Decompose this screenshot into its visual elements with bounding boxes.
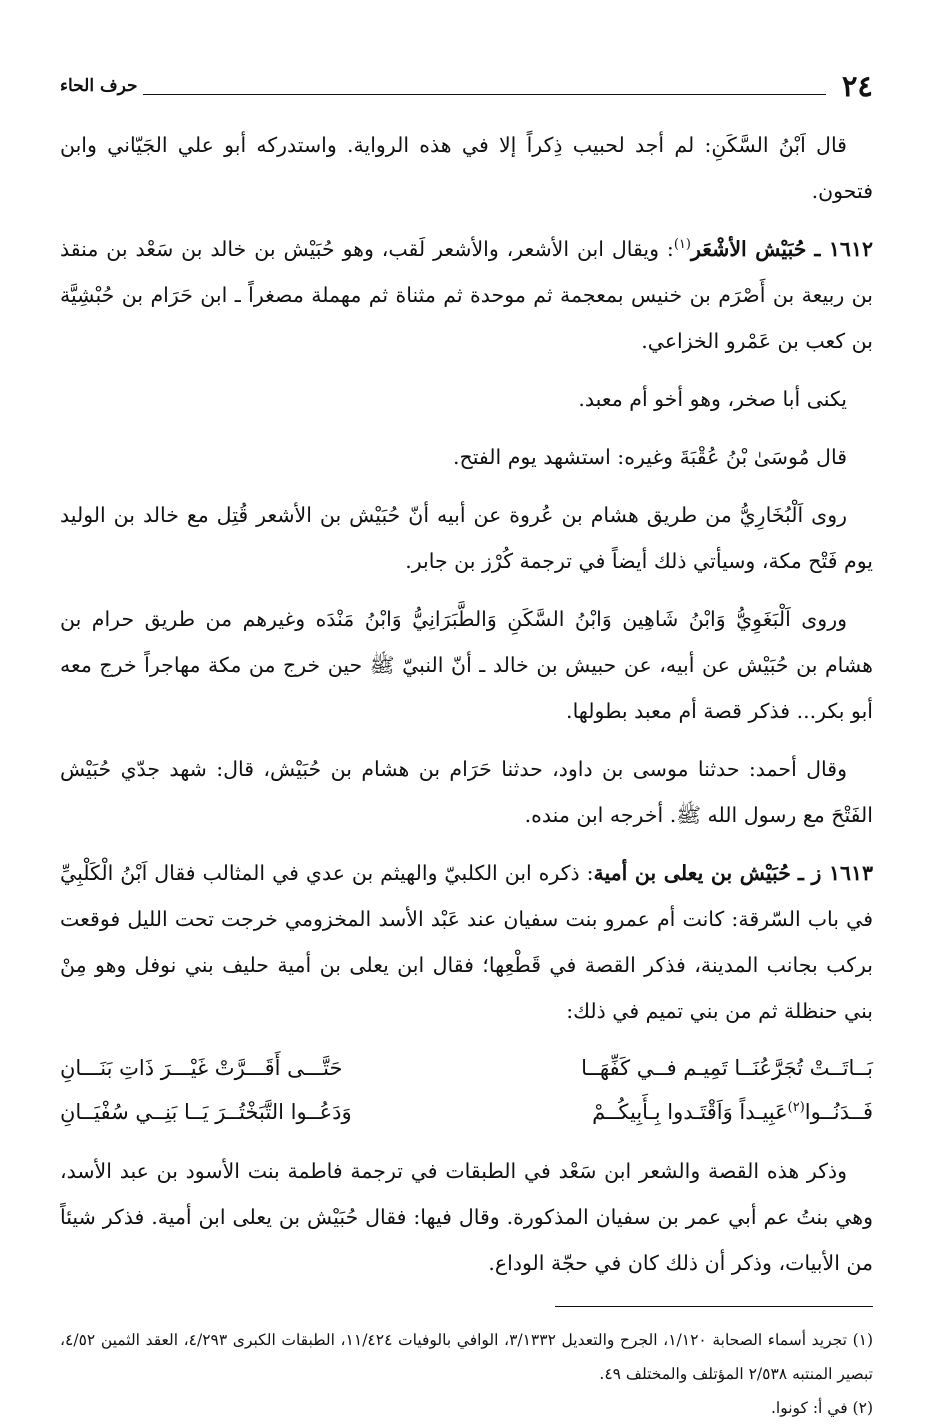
entry-number: ١٦١٣ ز ـ (797, 861, 873, 885)
entry-name: حُبَيْش بن يعلى بن أمية (593, 861, 791, 885)
second-hemistich: حَتَّـــى أَقَـــرَّتْ غَيْـــرَ ذَاتِ بَنَـــانِ (60, 1056, 343, 1080)
running-head (60, 62, 873, 110)
paragraph: وذكر هذه القصة والشعر ابن سَعْد في الطبقات في ترجمة فاطمة بنت الأسود بن عبد الأسد، وهي بنتُ عم أبي عمر بن سفيان المذكورة. وقال فيها: فقال حُبَيْش بن يعلى ابن أمية. فذكر شيئاً من الأبيات، وذكر أن ذلك كان في حجّة الوداع. (60, 1159, 873, 1275)
footnote-reference: (١) (673, 237, 691, 253)
paragraph: وروى اَلْبَغَوِيُّ وَابْنُ شَاهِين وَابْنُ السَّكَنِ وَالطَّبَرَانِيُّ وَابْنُ مَنْدَه وغيرهم من طريق حرام بن هشام بن حُبَيْش عن أبيه، عن حبيش بن خالد ـ أنّ النبيّ ﷺ حين خرج من مكة مهاجراً خرج معه أبو بكر... فذكر قصة أم معبد بطولها. (60, 607, 873, 723)
footnote-rule (555, 1306, 873, 1307)
second-hemistich: وَدَعُــوا التَّبَخْتُــرَ يَــا بَنِــي سُفْيَــانِ (60, 1100, 352, 1124)
entry-text: : ذكره ابن الكلبيّ والهيثم بن عدي في المثالب فقال اَبْنُ الْكَلْبِيِّ في باب السّرقة: كانت أم عمرو بنت سفيان عند عَبْد الأسد المخزومي خرجت تحت الليل فوقعت بركب بجانب المدينة، فذكر القصة في قَطْعِها؛ فقال ابن يعلى بن أمية حليف بني نوفل وهو مِنْ بني حنظلة ثم من بني تميم في ذلك: (60, 861, 873, 1023)
footnote-reference: (٢) (787, 1100, 805, 1115)
book-page (60, 62, 873, 1425)
first-hemistich (483, 1090, 873, 1134)
verse-line (60, 1046, 873, 1090)
page-number: ٢٤ (841, 69, 873, 103)
verse-text: عَبِيـداً وَاَقْتَـدوا بِـأَبِيكُــمْ (592, 1100, 788, 1124)
footnote: (١) تجريد أسماء الصحابة ١/١٢٠، الجرح والتعديل ٣/١٣٣٢، الوافي بالوفيات ١١/٤٢٤، الطبقات الكبرى ٤/٢٩٣، العقد الثمين ٤/٥٢، تبصير المنتبه ٢/٥٣٨ المؤتلف والمختلف ٤٩. (60, 1331, 874, 1383)
body-text (60, 122, 873, 1286)
paragraph: قال مُوسَىٰ بْنُ عُقْبَةَ وغيره: استشهد يوم الفتح. (452, 445, 847, 469)
header-rule (143, 94, 825, 95)
footnote: (٢) في أ: كونوا. (770, 1399, 873, 1417)
entry-name: حُبَيْش الأشْعَر (690, 237, 807, 261)
paragraph: يكنى أبا صخر، وهو أخو أم معبد. (578, 387, 847, 411)
entry-number: ١٦١٢ ـ (814, 237, 873, 261)
paragraph: قال اَبْنُ السَّكَنِ: لم أجد لحبيب ذِكراً إلا في هذه الرواية. واستدركه أبو علي الجَيّاني وابن فتحون. (60, 133, 873, 203)
verse-word: فَــدَنُــوا (804, 1100, 873, 1124)
poem (60, 1046, 873, 1134)
chapter-title: حرف الحاء (60, 76, 138, 96)
paragraph: وقال أحمد: حدثنا موسى بن داود، حدثنا حَرَام بن هشام بن حُبَيْش، قال: شهد جدّي حُبَيْش الفَتْحَ مع رسول الله ﷺ. أخرجه ابن منده. (60, 757, 873, 827)
first-hemistich: بَــاتَــتْ تُجَرَّعُنَــا تَمِيـم فــي كَفِّهَــا (581, 1056, 873, 1080)
verse-line (60, 1090, 873, 1134)
entry-1612 (60, 226, 873, 364)
paragraph: روى اَلْبُخَارِيُّ من طريق هشام بن عُروة عن أبيه أنّ حُبَيْش بن الأشعر قُتِل مع خالد بن الوليد يوم فَتْح مكة، وسيأتي ذلك أيضاً في ترجمة كُرْز بن جابر. (60, 503, 873, 573)
entry-text: : ويقال ابن الأشعر، والأشعر لَقب، وهو حُبَيْش بن خالد بن سَعْد بن منقذ بن ربيعة بن أَصْرَم بن خنيس بمعجمة ثم موحدة ثم مثناة ثم مهملة مصغراً ـ ابن حَرَام بن حُبْشِيَّة بن كعب بن عَمْرو الخزاعي. (60, 237, 873, 353)
entry-1613 (60, 850, 873, 1034)
